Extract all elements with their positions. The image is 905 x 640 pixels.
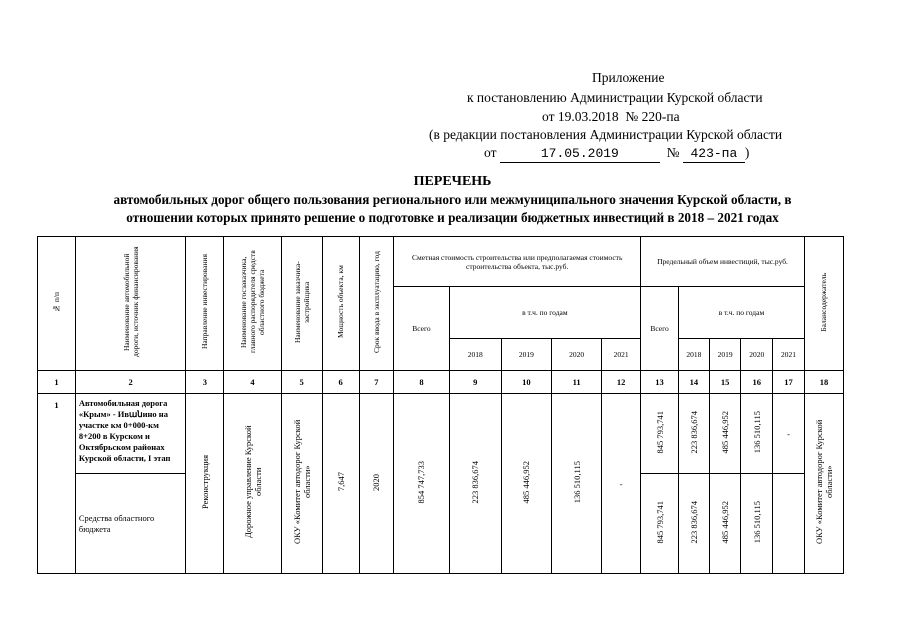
header-est-total: Всего [394, 287, 449, 371]
est-2019: 485 446,952 [501, 394, 551, 574]
src-lim-total: 845 793,741 [641, 474, 679, 574]
appendix-label: Приложение [592, 70, 665, 85]
col-number: 12 [602, 371, 641, 394]
src-lim-2020: 136 510,115 [741, 474, 773, 574]
col-number: 13 [641, 371, 679, 394]
col-number: 3 [186, 371, 224, 394]
lim-2021: - [773, 394, 805, 474]
lim-2019: 485 446,952 [709, 394, 741, 474]
document-subtitle-1: автомобильных дорог общего пользования регионального или межмуниципального значения Курской области, в [113, 192, 792, 207]
road-name: Автомобильная дорога «Крым» - Ивանино на участке км 0+000-км 8+200 в Курском и Октябрьском районах Курской области, I этап [75, 394, 186, 474]
header-lim-total: Всего [641, 287, 679, 371]
col-number: 14 [678, 371, 709, 394]
holder: ОКУ «Комитет автодорог Курской области» [804, 394, 843, 574]
table-row [38, 394, 844, 474]
edition-number-label: № [666, 145, 680, 160]
header-lim-by-years: в т.ч. по годам [678, 287, 804, 339]
term: 2020 [359, 394, 394, 574]
customer-name: ОКУ «Комитет автодорог Курской области» [281, 394, 322, 574]
header-est-2019: 2019 [501, 339, 551, 371]
col-number: 10 [501, 371, 551, 394]
header-name: Наименование автомобильной дороги, источник финансирования [75, 237, 186, 371]
header-term: Срок ввода в эксплуатацию, год [359, 237, 394, 371]
header-estimate: Сметная стоимость строительства или предполагаемая стоимость строительства объекта, тыс.руб. [394, 237, 641, 287]
col-number: 2 [75, 371, 186, 394]
header-holder: Балансодержатель [804, 237, 843, 371]
col-number: 11 [552, 371, 602, 394]
col-number: 9 [449, 371, 501, 394]
header-est-2018: 2018 [449, 339, 501, 371]
row-num: 1 [38, 394, 76, 574]
est-total: 854 747,733 [394, 394, 449, 574]
column-number-row [38, 371, 844, 394]
src-lim-2018: 223 836,674 [678, 474, 709, 574]
lim-2020: 136 510,115 [741, 394, 773, 474]
est-2020: 136 510,115 [552, 394, 602, 574]
header-est-by-years: в т.ч. по годам [449, 287, 641, 339]
edition-date-line [484, 145, 749, 163]
header-limit: Предельный объем инвестиций, тыс.руб. [641, 237, 805, 287]
lim-2018: 223 836,674 [678, 394, 709, 474]
col-number: 17 [773, 371, 805, 394]
edition-from-label: от [484, 145, 497, 160]
resolution-number: № 220-па [625, 109, 680, 124]
header-power: Мощность объекта, км [322, 237, 359, 371]
src-lim-2021 [773, 474, 805, 574]
header-gr: Наименование госзаказчика, главного распорядителя средств областного бюджета [224, 237, 281, 371]
roads-table [37, 236, 844, 574]
edition-date: 17.05.2019 [500, 146, 660, 163]
header-est-2020: 2020 [552, 339, 602, 371]
document-subtitle-2: отношении которых принято решение о подготовке и реализации бюджетных инвестиций в 2018 – 2021 годах [126, 210, 779, 225]
col-number: 6 [322, 371, 359, 394]
col-number: 5 [281, 371, 322, 394]
direction: Реконструкция [186, 394, 224, 574]
resolution-date-line [542, 109, 680, 125]
header-lim-2018: 2018 [678, 339, 709, 371]
src-lim-2019: 485 446,952 [709, 474, 741, 574]
gr-name: Дорожное управление Курской области [224, 394, 281, 574]
col-number: 16 [741, 371, 773, 394]
lim-total: 845 793,741 [641, 394, 679, 474]
col-number: 18 [804, 371, 843, 394]
header-lim-2019: 2019 [709, 339, 741, 371]
col-number: 4 [224, 371, 281, 394]
est-2018: 223 836,674 [449, 394, 501, 574]
resolution-date: от 19.03.2018 [542, 109, 619, 124]
resolution-ref: к постановлению Администрации Курской области [467, 90, 763, 105]
header-lim-2020: 2020 [741, 339, 773, 371]
header-est-2021: 2021 [602, 339, 641, 371]
power: 7,647 [322, 394, 359, 574]
col-number: 7 [359, 371, 394, 394]
edition-number: 423-па [683, 146, 745, 163]
header-lim-2021: 2021 [773, 339, 805, 371]
header-customer: Наименование заказчика-застройщика [281, 237, 322, 371]
funding-source: Средства областного бюджета [75, 474, 186, 574]
col-number: 8 [394, 371, 449, 394]
est-2021: - [602, 394, 641, 574]
header-direction: Направление инвестирования [186, 237, 224, 371]
col-number: 15 [709, 371, 741, 394]
document-title: ПЕРЕЧЕНЬ [413, 174, 492, 189]
col-number: 1 [38, 371, 76, 394]
edition-ref: (в редакции постановления Администрации Курской области [429, 127, 783, 142]
header-num: № п/п [38, 237, 76, 371]
edition-close: ) [744, 145, 750, 160]
